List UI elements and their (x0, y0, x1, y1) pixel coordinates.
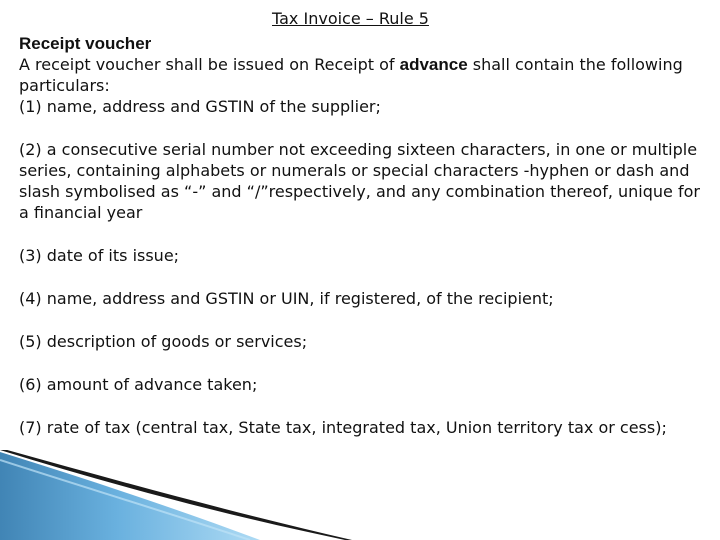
section-heading: Receipt voucher (19, 34, 152, 53)
list-item-3: (3) date of its issue; (19, 246, 180, 265)
intro-emphasis: advance (399, 55, 468, 74)
list-item-7: (7) rate of tax (central tax, State tax, integrated tax, Union territory tax or cess); (19, 418, 667, 437)
list-item-5: (5) description of goods or services; (19, 332, 308, 351)
intro-text-after: shall contain the following particulars: (19, 55, 683, 95)
decorative-corner-swoosh (0, 450, 360, 540)
intro-text-before: A receipt voucher shall be issued on Receipt of (19, 55, 400, 74)
list-item-1: (1) name, address and GSTIN of the supplier; (19, 97, 381, 116)
intro-paragraph (19, 54, 709, 96)
slide-title: Tax Invoice – Rule 5 (272, 9, 429, 28)
list-item-4: (4) name, address and GSTIN or UIN, if registered, of the recipient; (19, 289, 554, 308)
list-item-2: (2) a consecutive serial number not exceeding sixteen characters, in one or multiple series, containing alphabets or numerals or special characters -hyphen or dash and slash symbolised as “-” and “/”respectively, and any combination thereof, unique for a financial year (19, 140, 700, 222)
slide-body (19, 33, 709, 438)
list-item-6: (6) amount of advance taken; (19, 375, 258, 394)
